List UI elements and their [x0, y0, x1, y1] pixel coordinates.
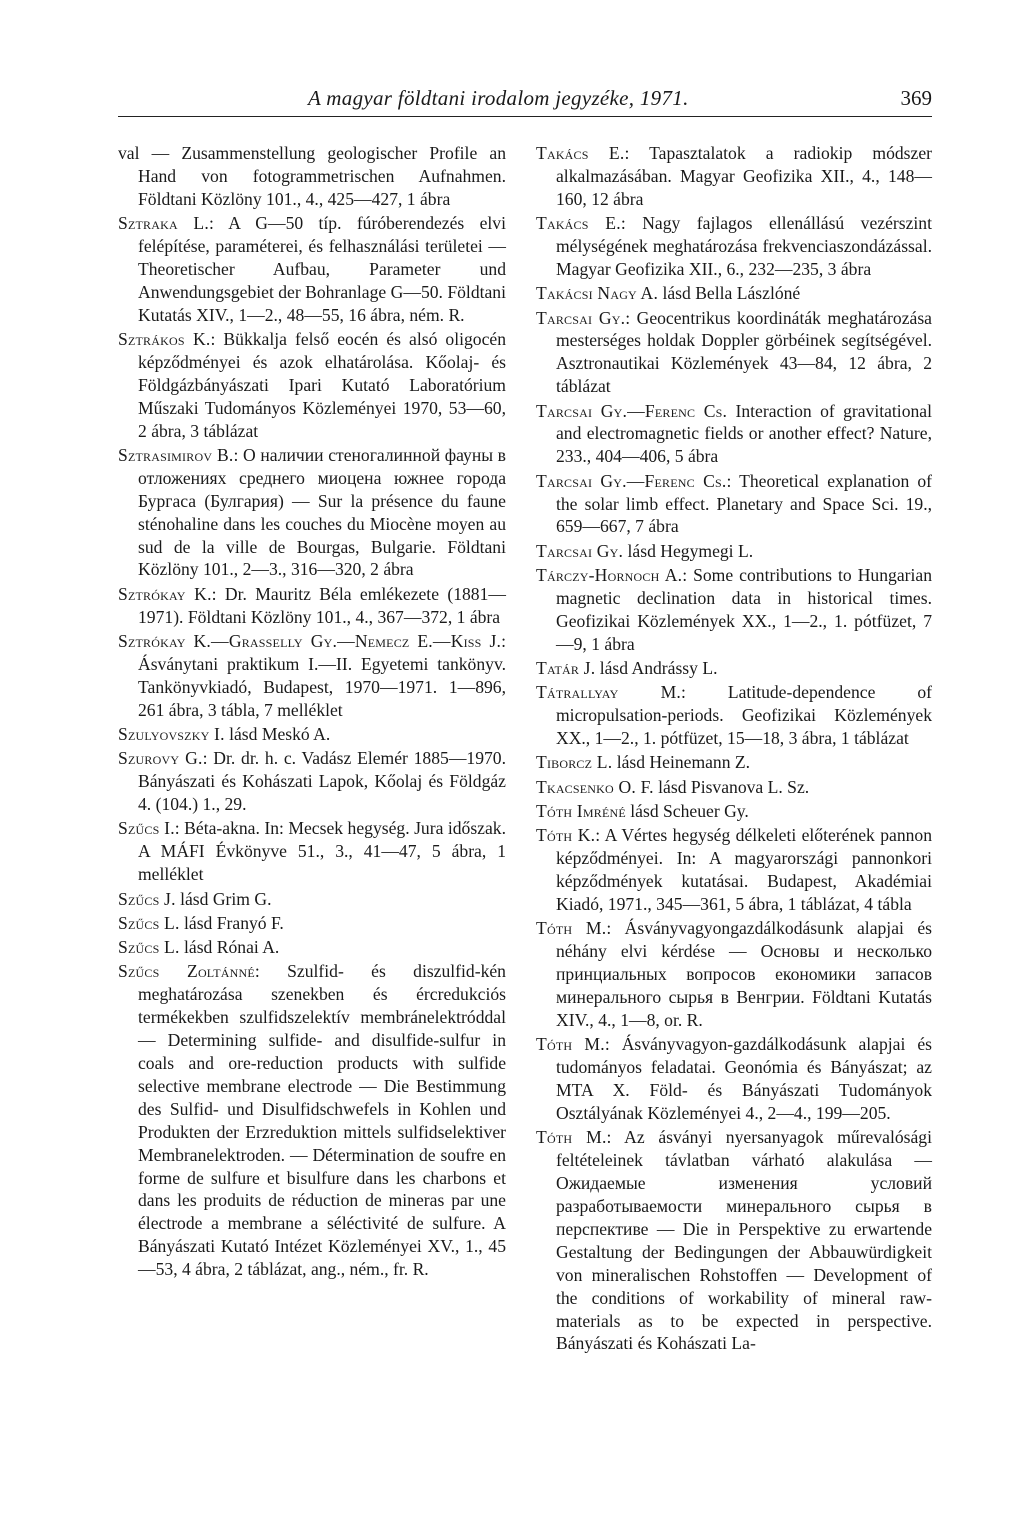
entry-author: Szűcs I.: [118, 818, 175, 839]
entry-text: lásd Hegymegi L.: [623, 540, 754, 561]
entry-text: : Ásványvagyon-gazdálkodásunk alapjai és tudományos feladatai. Geonómia és Bányászat; az MTA X. Föld- és Bányászati Tudományok Osztályának Közleményei 4., 2—4., 199—205.: [556, 1034, 932, 1124]
bibliography-entry: [118, 912, 506, 935]
entry-author: Tarcsai Gy.—Ferenc Cs.: [536, 400, 728, 421]
bibliography-entry: [536, 282, 932, 305]
entry-text: lásd Bella Lászlóné: [658, 283, 801, 304]
bibliography-entry: [536, 1126, 932, 1355]
bibliography-entry: [536, 917, 932, 1032]
entry-text: : A G—50 típ. fúróberendezés elvi felépítése, paraméterei, és felhasználási területei — Theoretischer Aufbau, Parameter und Anwendungsgebiet der Bohranlage G—50. Földtani Kutatás XIV., 1—2., 48—55, 16 ábra, ném. R.: [138, 213, 506, 325]
entry-author: Takács E.: [536, 143, 625, 163]
entry-text: : Tapasztalatok a radiokip módszer alkalmazásában. Magyar Geofizika XII., 4., 148—160, 12 ábra: [556, 143, 932, 209]
entry-author: Tatár J.: [536, 658, 596, 679]
entry-author: Tarcsai Gy.—Ferenc Cs.: [536, 470, 727, 491]
entry-text: lásd Scheuer Gy.: [625, 801, 749, 822]
entry-text: lásd Franyó F.: [179, 912, 284, 933]
entry-author: Tóth Imréné: [536, 801, 626, 822]
entry-author: Takácsi Nagy A.: [536, 283, 659, 304]
entry-author: Sztrasimirov B.: [118, 444, 234, 465]
entry-author: Tátrallyay M.: [536, 682, 682, 703]
bibliography-entry: [536, 400, 932, 469]
bibliography-entry: [118, 444, 506, 581]
entry-text: lásd Heinemann Z.: [612, 752, 751, 773]
entry-author: Tóth K.: [536, 825, 596, 846]
entry-author: Tiborcz L.: [536, 752, 613, 773]
entry-text: val — Zusammenstellung geologischer Profile an Hand von fotogrammetrischen Aufnahmen. Földtani Közlöny 101., 4., 425—427, 1 ábra: [118, 143, 506, 209]
bibliography-entry: [118, 328, 506, 443]
entry-text: lásd Grim G.: [175, 888, 272, 909]
entry-author: Sztrákos K.: [118, 329, 211, 350]
bibliography-entry: [536, 657, 932, 680]
entry-author: Szűcs Zoltánné: [118, 961, 255, 982]
entry-text: : Nagy fajlagos ellenállású vezérszint mélységének meghatározása frekvenciaszondázással. Magyar Geofizika XII., 6., 232—235, 3 ábra: [556, 213, 932, 279]
bibliography-entry: [118, 630, 506, 722]
entry-text: : Latitude-dependence of micropulsation-periods. Geofizikai Közlemények XX., 1—2., 1. pótfüzet, 15—18, 3 ábra, 1 táblázat: [556, 682, 932, 749]
entry-text: : Dr. dr. h. c. Vadász Elemér 1885—1970. Bányászati és Kohászati Lapok, Kőolaj és Földgáz 4. (104.) 1., 29.: [138, 748, 506, 815]
entry-text: lásd Pisvanova L. Sz.: [653, 776, 810, 797]
entry-author: Tóth M.: [536, 918, 607, 939]
entry-text: lásd Rónai A.: [179, 937, 280, 958]
bibliography-entry: [536, 540, 932, 563]
bibliography-entry: [536, 142, 932, 211]
entry-text: : Ásványvagyongazdálkodásunk alapjai és néhány elvi kérdése — Основы и несколько принциальных вопросов економики запасов минерального сырья в Венгрии. Földtani Kutatás XIV., 4., 1—8, or. R.: [556, 918, 932, 1030]
entry-author: Sztrókay K.: [118, 583, 212, 604]
bibliography-entry: [536, 564, 932, 656]
bibliography-entry: [536, 824, 932, 916]
entry-author: Tóth M.: [536, 1034, 605, 1055]
entry-text: : Bükkalja felső eocén és alsó oligocén képződményei és azok elhatárolása. Kőolaj- és Földgázbányászati Ipari Kutató Laboratórium Műszaki Tudományos Közleményei 1970, 53—60, 2 ábra, 3 táblázat: [138, 329, 506, 441]
entry-text: : Some contributions to Hungarian magnetic declination data in historical times. Geofizikai Közlemények XX., 1—2., 1. pótfüzet, 7—9, 1 ábra: [556, 565, 932, 654]
entry-text: : Geocentrikus koordináták meghatározása mesterséges holdak Doppler görbéinek segítségével. Asztronautikai Közlemények 43—84, 12 ábra, 2 táblázat: [556, 307, 932, 397]
entry-author: Takács E.: [536, 213, 621, 234]
bibliography-entry: [118, 142, 506, 211]
page-number: 369: [900, 86, 932, 110]
bibliography-entry: [536, 776, 932, 799]
entry-author: Tarcsai Gy.: [536, 540, 624, 561]
entry-author: Sztrókay K.—Grasselly Gy.—Nemecz E.—Kiss J.: [118, 630, 502, 651]
entry-text: lásd Meskó A.: [224, 724, 331, 744]
entry-author: Szulyovszky I.: [118, 724, 225, 744]
left-column: [118, 142, 506, 1282]
entry-author: Sztraka L.: [118, 213, 209, 234]
bibliography-entry: [118, 747, 506, 816]
entry-text: : О наличии стеногалинной фауны в отложениях среднего миоцена южнее города Бургаса (Булгария) — Sur la présence du faune sténohaline dans les couches du Miocène moyen au sud de la ville de Bourgas, Bulgarie. Földtani Közlöny 101., 2—3., 316—320, 2 ábra: [138, 444, 506, 580]
entry-author: Szűcs L.: [118, 912, 180, 933]
entry-author: Tkacsenko O. F.: [536, 776, 654, 797]
entry-text: : Dr. Mauritz Béla emlékezete (1881—1971). Földtani Közlöny 101., 4., 367—372, 1 ábra: [138, 583, 506, 627]
entry-text: : Az ásványi nyersanyagok műrevalósági feltételeinek távlatban várható alakulása — Ожидаемые изменения условий разработываемости минерального сырья в перспективе — Die in Perspektive zu erwartende Gestaltung der Bedingungen der Abbauwürdigkeit von mineralischen Rohstoffen — Development of the conditions of workability of mineral raw-materials as to be expected in perspective. Bányászati és Kohászati La-: [556, 1127, 932, 1354]
right-column: [536, 142, 932, 1357]
running-header: [118, 82, 932, 117]
bibliography-entry: [118, 888, 506, 911]
entry-text: : A Vértes hegység délkeleti előterének pannon képződményei. In: A magyarországi pannonkori képződmények kutatásai. Budapest, Akadémiai Kiadó, 1971., 345—361, 5 ábra, 1 táblázat, 4 tábla: [556, 825, 933, 915]
bibliography-entry: [536, 1033, 932, 1125]
entry-text: Interaction of gravitational and electromagnetic fields or another effect? Nature, 233., 404—406, 5 ábra: [556, 400, 932, 467]
entry-author: Szurovy G.: [118, 748, 203, 769]
bibliography-entry: [536, 212, 932, 281]
entry-author: Tárczy-Hornoch A.: [536, 565, 683, 586]
bibliography-entry: [118, 936, 506, 959]
entry-text: : Béta-akna. In: Mecsek hegység. Jura időszak. A MÁFI Évkönyve 51., 3., 41—47, 5 ábra, 1 melléklet: [138, 818, 506, 885]
bibliography-entry: [118, 723, 506, 746]
entry-text: lásd Andrássy L.: [595, 658, 718, 679]
entry-author: Tarcsai Gy.: [536, 307, 626, 328]
entry-text: : Theoretical explanation of the solar limb effect. Planetary and Space Sci. 19., 659—667, 7 ábra: [556, 470, 932, 537]
bibliography-entry: [118, 583, 506, 629]
entry-text: : Ásványtani praktikum I.—II. Egyetemi tankönyv. Tankönyvkiadó, Budapest, 1970—1971. 1—896, 261 ábra, 3 tábla, 7 melléklet: [138, 630, 506, 720]
entry-author: Szűcs J.: [118, 888, 176, 909]
header-title: A magyar földtani irodalom jegyzéke, 1971.: [308, 86, 689, 110]
bibliography-entry: [118, 212, 506, 327]
bibliography-entry: [536, 307, 932, 399]
entry-author: Szűcs L.: [118, 937, 180, 958]
bibliography-entry: [536, 681, 932, 750]
bibliography-entry: [536, 470, 932, 539]
bibliography-entry: [118, 960, 506, 1281]
bibliography-entry: [118, 817, 506, 886]
entry-author: Tóth M.: [536, 1127, 607, 1148]
entry-text: : Szulfid- és diszulfid-kén meghatározása szenekben és ércredukciós termékekben szulfidszelektív membránelektróddal — Determining sulfide- and disulfide-sulfur in coals and ore-reduction products with sulfide selective membrane electrode — Die Bestimmung des Sulfid- und Disulfidschwefels in Kohlen und Produkten der Erzreduktion mittels sulfidselektiver Membranelektroden. — Détermination de soufre en forme de sulfure et bisulfure dans les charbons et dans les produits de réduction de mineras par une électrode a membrane a séléctivité de sulfure. A Bányászati Kutató Intézet Közleményei XV., 1., 45—53, 4 ábra, 2 táblázat, ang., ném., fr. R.: [138, 961, 506, 1280]
bibliography-entry: [536, 800, 932, 823]
bibliography-entry: [536, 751, 932, 774]
